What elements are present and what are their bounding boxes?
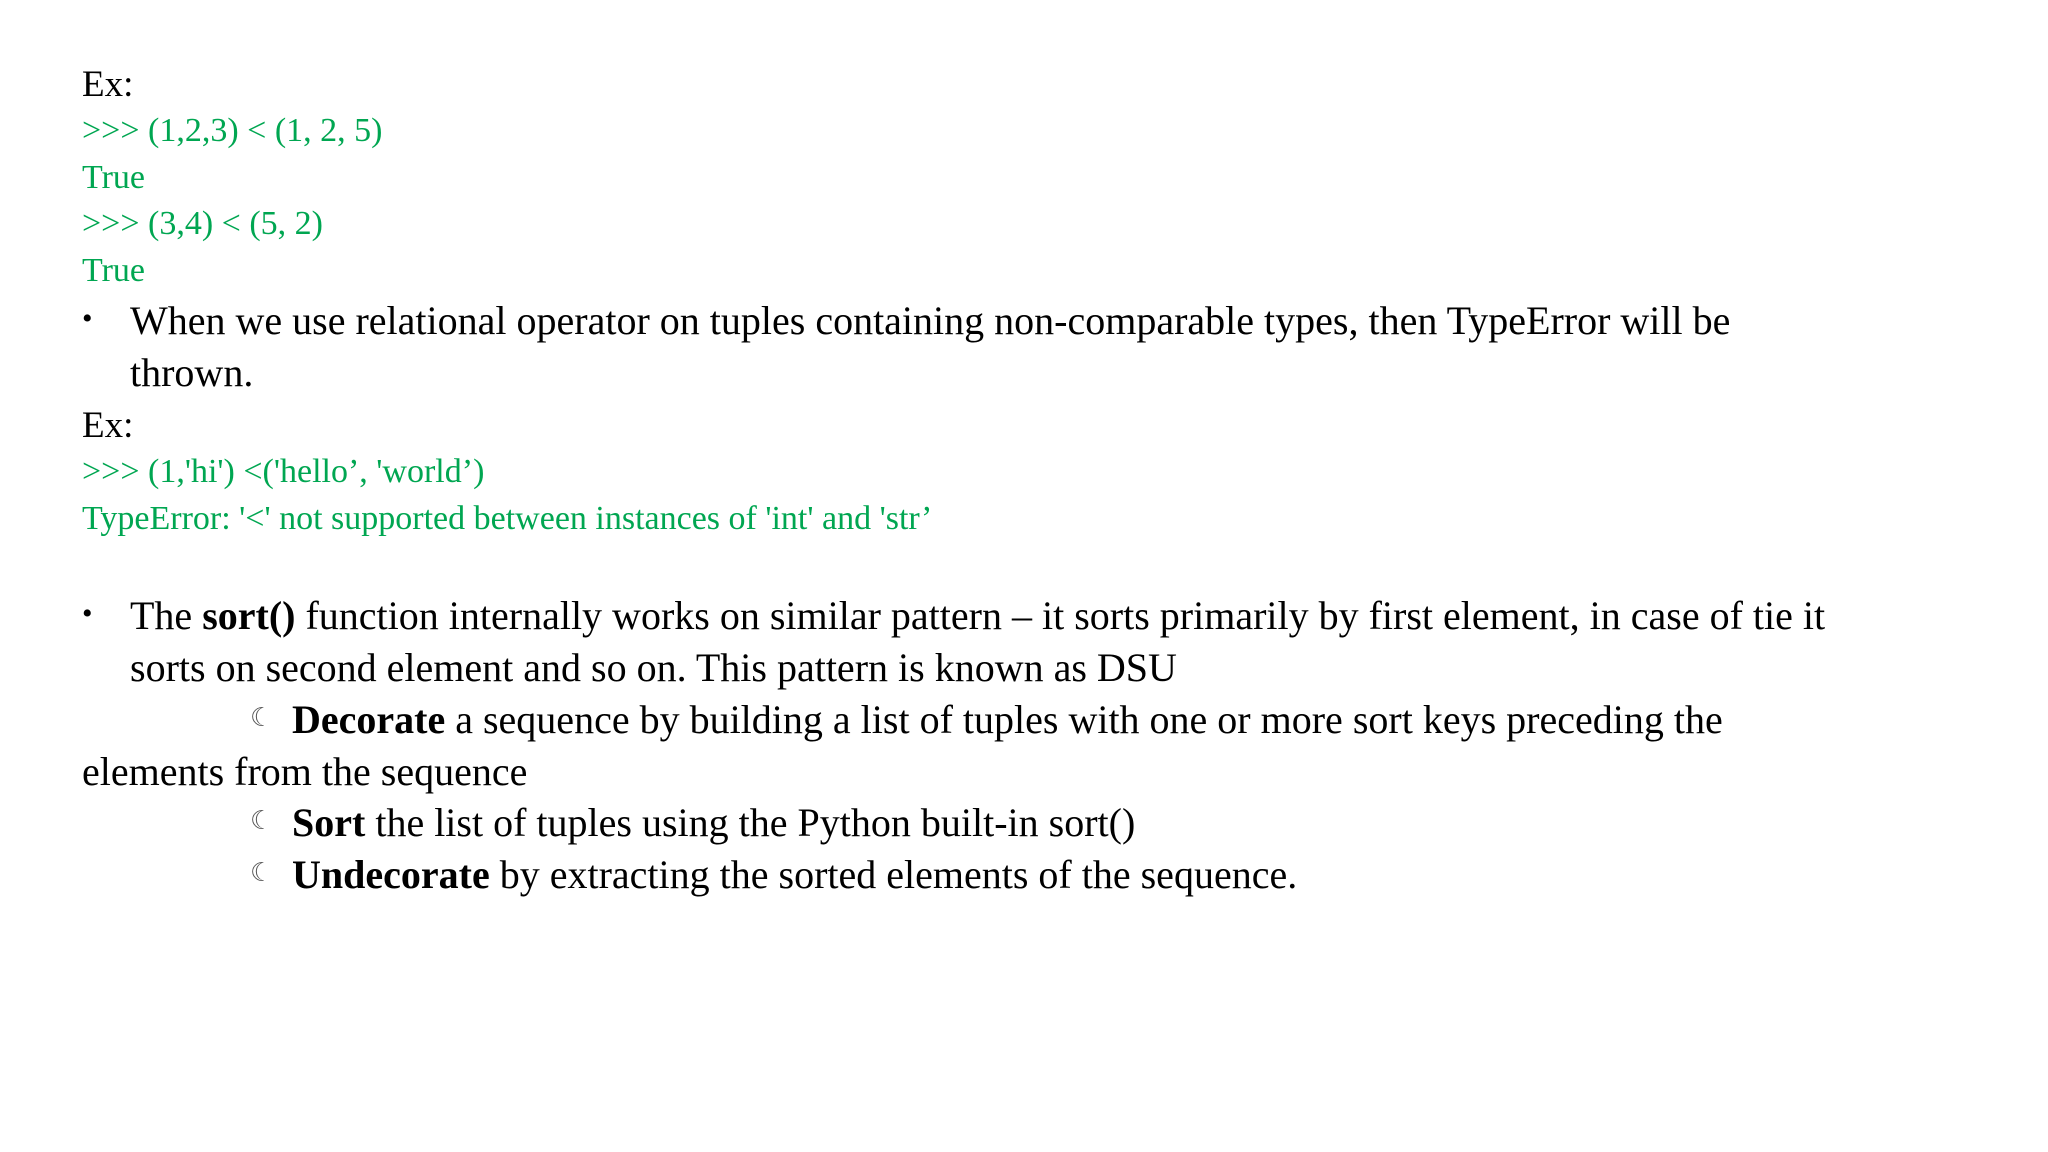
example-label-2: Ex: bbox=[82, 405, 134, 446]
dsu-step-undecorate bbox=[292, 852, 1298, 897]
bullet-text-2-suffix: function internally works on similar pattern – it sorts primarily by first element, in case of tie it bbox=[295, 593, 1826, 638]
bullet-text-2-bold: sort() bbox=[202, 593, 296, 638]
bullet-text-2-prefix: The bbox=[130, 593, 203, 638]
dsu-step-undecorate-rest: by extracting the sorted elements of the sequence. bbox=[489, 852, 1298, 897]
bullet-text-2-line2: sorts on second element and so on. This pattern is known as DSU bbox=[130, 645, 1177, 690]
code-line-typeerror-output: TypeError: '<' not supported between instances of 'int' and 'str’ bbox=[82, 500, 933, 537]
bullet-text-1-line2: thrown. bbox=[130, 350, 254, 395]
bullet-marker-1: • bbox=[82, 302, 93, 335]
bullet-marker-2: • bbox=[82, 597, 93, 630]
dsu-step-decorate-wrap: elements from the sequence bbox=[82, 749, 528, 794]
bullet-text-2-line1 bbox=[130, 593, 1826, 638]
code-line-typeerror-input: >>> (1,'hi') <('hello’, 'world’) bbox=[82, 453, 485, 490]
bullet-text-1-line1: When we use relational operator on tuples containing non-comparable types, then TypeError will be bbox=[130, 298, 1731, 343]
dsu-step-sort bbox=[292, 800, 1136, 845]
code-line-result-1: True bbox=[82, 159, 145, 196]
dsu-step-sort-bold: Sort bbox=[292, 800, 366, 845]
dsu-step-undecorate-bold: Undecorate bbox=[292, 852, 490, 897]
code-line-comparison-2: >>> (3,4) < (5, 2) bbox=[82, 205, 323, 242]
dsu-step-sort-rest: the list of tuples using the Python built-in sort() bbox=[365, 800, 1136, 845]
example-label-1: Ex: bbox=[82, 64, 134, 105]
dsu-step-decorate-bold: Decorate bbox=[292, 697, 446, 742]
code-line-comparison-1: >>> (1,2,3) < (1, 2, 5) bbox=[82, 112, 383, 149]
moon-icon: ☾ bbox=[250, 703, 274, 732]
moon-icon: ☾ bbox=[250, 858, 274, 887]
code-line-result-2: True bbox=[82, 252, 145, 289]
dsu-step-decorate-rest: a sequence by building a list of tuples with one or more sort keys preceding the bbox=[445, 697, 1723, 742]
dsu-step-decorate bbox=[292, 697, 1723, 742]
moon-icon: ☾ bbox=[250, 806, 274, 835]
